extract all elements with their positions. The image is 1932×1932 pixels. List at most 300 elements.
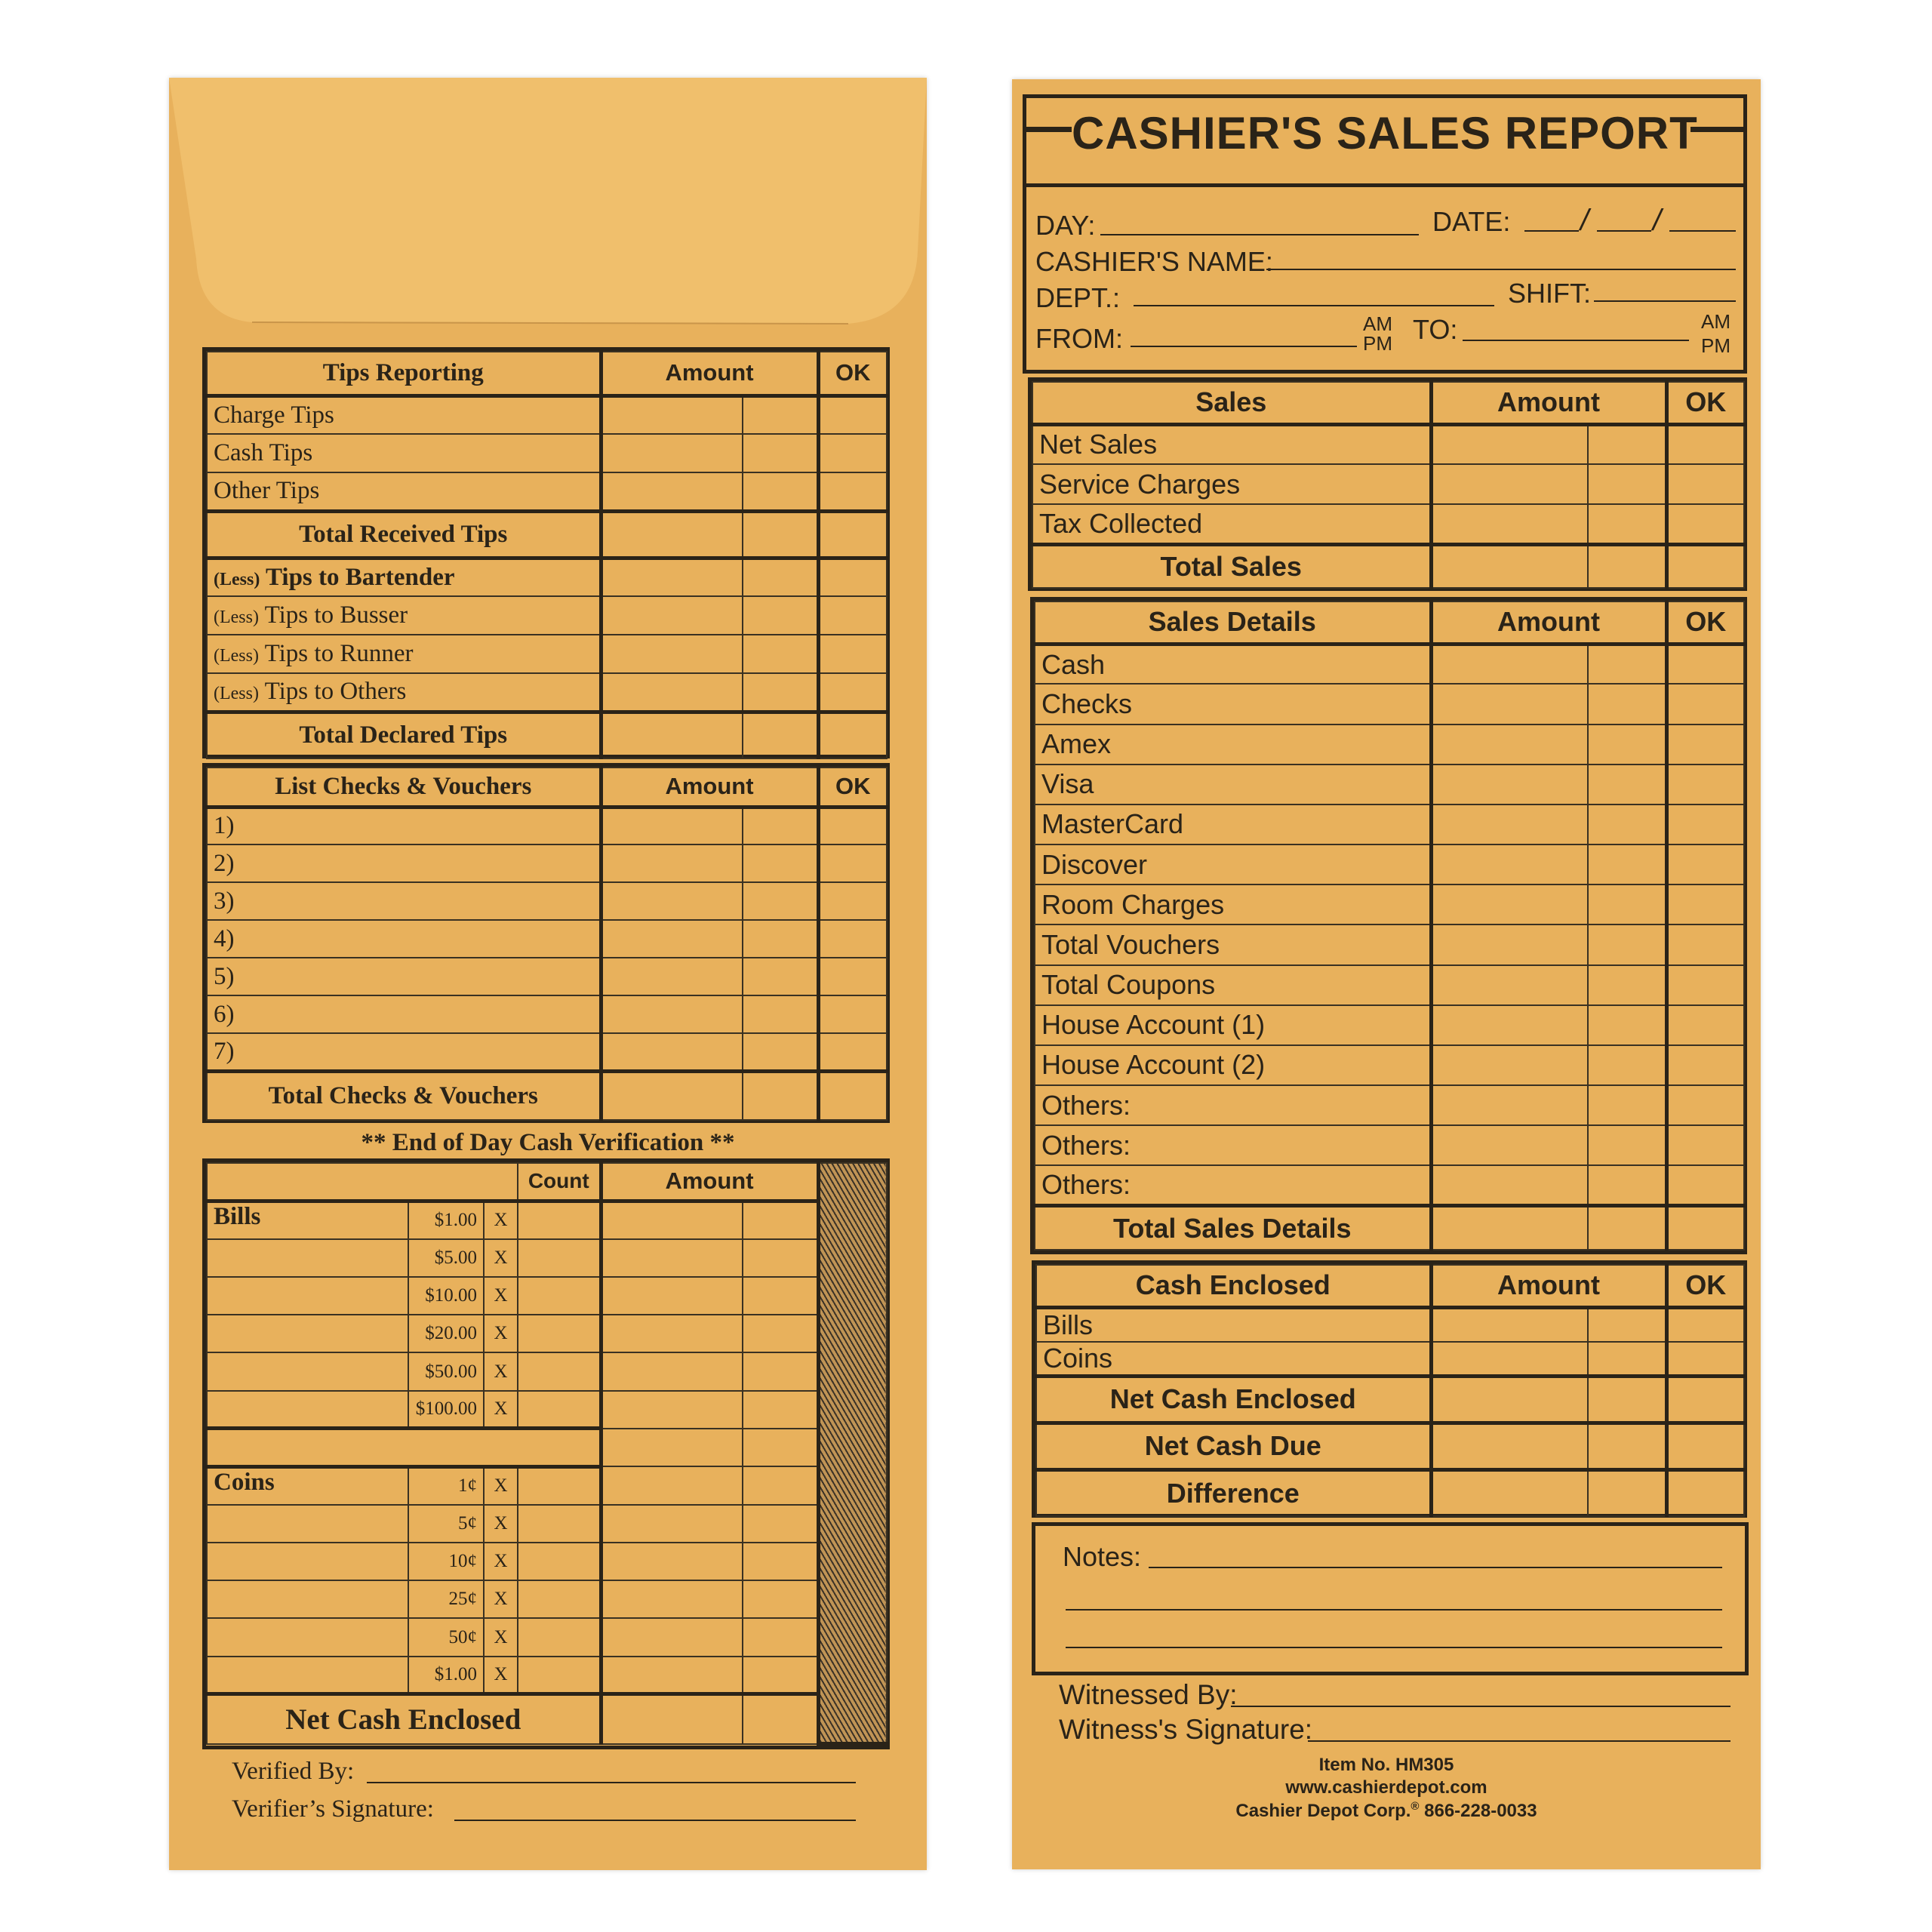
ok-cell[interactable] [1666, 1376, 1744, 1423]
cents-cell[interactable] [743, 596, 818, 635]
amount-cell[interactable] [601, 1277, 743, 1315]
cents-cell[interactable] [743, 558, 818, 596]
count-cell[interactable] [518, 1239, 601, 1277]
amount-cell[interactable] [1431, 764, 1588, 804]
witness-signature-line[interactable] [1308, 1740, 1730, 1742]
cents-cell[interactable] [743, 1429, 818, 1466]
cents-cell[interactable] [743, 1466, 818, 1504]
net-cash-enclosed-label: Net Cash Enclosed [1036, 1376, 1431, 1423]
amount-cell[interactable] [1431, 924, 1588, 964]
cents-cell[interactable] [743, 920, 818, 958]
cents-cell[interactable] [743, 844, 818, 882]
total-received-tips-label: Total Received Tips [207, 511, 601, 558]
report-title: CASHIER'S SALES REPORT [1072, 108, 1698, 158]
day-label: DAY: [1035, 210, 1096, 241]
date-separator: / [1580, 204, 1589, 237]
cents-cell[interactable] [1588, 924, 1666, 964]
sales-detail-label: MasterCard [1035, 804, 1431, 844]
denomination: $5.00 [408, 1239, 484, 1277]
sales-detail-label: Room Charges [1035, 884, 1431, 924]
cents-cell[interactable] [743, 1580, 818, 1618]
cents-cell[interactable] [743, 1277, 818, 1315]
from-ampm [1363, 314, 1392, 353]
cents-cell[interactable] [743, 1071, 818, 1120]
amount-cell[interactable] [601, 1352, 743, 1390]
denomination: 1¢ [408, 1466, 484, 1504]
sales-details-table [1030, 597, 1747, 1254]
ok-cell[interactable] [818, 844, 887, 882]
ok-cell[interactable] [1666, 1045, 1744, 1085]
cents-cell[interactable] [743, 1657, 818, 1694]
sales-detail-label: Others: [1035, 1085, 1431, 1125]
less-tips-label: Tips to Bartender [265, 563, 455, 591]
verified-by-line[interactable] [367, 1782, 856, 1783]
cents-cell[interactable] [743, 958, 818, 995]
cents-cell[interactable] [743, 472, 818, 511]
amount-cell[interactable] [601, 395, 743, 434]
denomination: $1.00 [408, 1657, 484, 1694]
denomination: $20.00 [408, 1315, 484, 1352]
title-rule-left [1026, 127, 1072, 132]
cents-cell[interactable] [743, 1033, 818, 1071]
cents-cell[interactable] [1588, 1085, 1666, 1125]
footer-website[interactable]: www.cashierdepot.com [1285, 1777, 1487, 1798]
cents-cell[interactable] [1588, 1045, 1666, 1085]
less-tips-row [207, 596, 601, 635]
cents-cell[interactable] [743, 673, 818, 712]
amount-cell[interactable] [1431, 1085, 1588, 1125]
ok-cell[interactable] [1666, 1307, 1744, 1342]
shift-label: SHIFT: [1508, 278, 1592, 309]
amount-cell[interactable] [601, 1239, 743, 1277]
amount-cell[interactable] [1431, 464, 1588, 504]
checks-header-ok: OK [818, 768, 887, 807]
amount-cell[interactable] [1431, 804, 1588, 844]
registered-mark: ® [1411, 1800, 1420, 1813]
cents-cell[interactable] [743, 635, 818, 673]
cents-cell[interactable] [1588, 965, 1666, 1005]
check-row-label: 5) [207, 958, 601, 995]
net-cash-due-label: Net Cash Due [1036, 1423, 1431, 1469]
tips-reporting-table [202, 347, 890, 758]
count-cell[interactable] [518, 1505, 601, 1543]
cents-cell[interactable] [743, 807, 818, 844]
multiply-sign: X [484, 1277, 518, 1315]
count-cell[interactable] [518, 1315, 601, 1352]
tips-header-label: Tips Reporting [207, 352, 601, 395]
ok-cell[interactable] [1666, 764, 1744, 804]
amount-cell[interactable] [601, 844, 743, 882]
to-ampm [1701, 309, 1730, 358]
multiply-sign: X [484, 1391, 518, 1429]
amount-cell[interactable] [1431, 965, 1588, 1005]
cash-enclosed-row-label: Coins [1036, 1342, 1431, 1377]
amount-cell[interactable] [601, 1543, 743, 1580]
ok-cell[interactable] [1666, 464, 1744, 504]
check-row-label: 2) [207, 844, 601, 882]
amount-cell[interactable] [601, 673, 743, 712]
cents-cell[interactable] [743, 1543, 818, 1580]
cents-cell[interactable] [743, 1239, 818, 1277]
sales-detail-label: Checks [1035, 684, 1431, 724]
amount-cell[interactable] [1431, 644, 1588, 684]
cents-cell[interactable] [743, 1352, 818, 1390]
ok-cell[interactable] [818, 807, 887, 844]
amount-cell[interactable] [1431, 544, 1588, 588]
cents-cell[interactable] [1588, 684, 1666, 724]
ok-cell[interactable] [818, 635, 887, 673]
ok-cell[interactable] [1666, 1125, 1744, 1165]
denomination: $50.00 [408, 1352, 484, 1390]
hatched-column [818, 1163, 887, 1744]
cents-cell[interactable] [1588, 1307, 1666, 1342]
amount-cell[interactable] [1431, 424, 1588, 464]
cents-cell[interactable] [743, 882, 818, 920]
ok-cell[interactable] [818, 673, 887, 712]
ok-cell[interactable] [1666, 965, 1744, 1005]
cents-cell[interactable] [1588, 1165, 1666, 1205]
multiply-sign: X [484, 1580, 518, 1618]
amount-cell[interactable] [1431, 504, 1588, 544]
amount-cell[interactable] [1431, 1469, 1588, 1516]
checks-header-label: List Checks & Vouchers [207, 768, 601, 807]
amount-header: Amount [601, 1163, 818, 1201]
amount-cell[interactable] [1431, 1125, 1588, 1165]
ok-cell[interactable] [1666, 1206, 1744, 1250]
tips-row-label: Charge Tips [207, 395, 601, 434]
sales-detail-label: Others: [1035, 1165, 1431, 1205]
sales-row-label: Service Charges [1032, 464, 1431, 504]
check-row-label: 3) [207, 882, 601, 920]
denomination: $100.00 [408, 1391, 484, 1429]
denomination: 10¢ [408, 1543, 484, 1580]
count-cell[interactable] [518, 1466, 601, 1504]
cents-cell[interactable] [1588, 1469, 1666, 1516]
day-line[interactable] [1100, 234, 1419, 235]
cents-cell[interactable] [743, 1505, 818, 1543]
amount-cell[interactable] [601, 995, 743, 1033]
less-tips-label: Tips to Others [264, 678, 407, 706]
notes-line-1[interactable] [1149, 1567, 1722, 1568]
amount-cell[interactable] [601, 434, 743, 472]
cents-cell[interactable] [743, 995, 818, 1033]
difference-label: Difference [1036, 1469, 1431, 1516]
sales-table [1028, 377, 1747, 591]
cents-cell[interactable] [1588, 1005, 1666, 1045]
ok-cell[interactable] [1666, 504, 1744, 544]
ok-cell[interactable] [818, 1071, 887, 1120]
less-prefix: (Less) [214, 684, 259, 704]
ok-cell[interactable] [1666, 724, 1744, 764]
ok-cell[interactable] [1666, 1469, 1744, 1516]
cents-cell[interactable] [743, 1391, 818, 1429]
cents-cell[interactable] [1588, 1125, 1666, 1165]
cents-cell[interactable] [743, 511, 818, 558]
amount-cell[interactable] [601, 958, 743, 995]
cents-cell[interactable] [743, 1618, 818, 1656]
cents-cell[interactable] [1588, 844, 1666, 884]
sales-detail-label: House Account (2) [1035, 1045, 1431, 1085]
ok-cell[interactable] [1666, 544, 1744, 588]
sales-header-amount: Amount [1431, 382, 1666, 424]
sales-details-header-amount: Amount [1431, 601, 1666, 644]
cash-verification-title: ** End of Day Cash Verification ** [361, 1129, 735, 1156]
multiply-sign: X [484, 1352, 518, 1390]
multiply-sign: X [484, 1239, 518, 1277]
ok-cell[interactable] [1666, 684, 1744, 724]
envelope-flap [169, 78, 927, 327]
sales-detail-label: Visa [1035, 764, 1431, 804]
cents-cell[interactable] [743, 1315, 818, 1352]
cents-cell[interactable] [743, 395, 818, 434]
cash-enclosed-header-ok: OK [1666, 1265, 1744, 1307]
ok-cell[interactable] [1666, 1085, 1744, 1125]
count-cell[interactable] [518, 1618, 601, 1656]
amount-cell[interactable] [601, 635, 743, 673]
amount-cell[interactable] [1431, 1165, 1588, 1205]
amount-cell[interactable] [1431, 1342, 1588, 1377]
amount-cell[interactable] [601, 1694, 743, 1744]
notes-line-2[interactable] [1066, 1609, 1722, 1611]
amount-cell[interactable] [601, 807, 743, 844]
amount-cell[interactable] [601, 472, 743, 511]
cents-cell[interactable] [743, 434, 818, 472]
footer-phone: 866-228-0033 [1424, 1801, 1537, 1821]
shift-line[interactable] [1594, 300, 1736, 302]
cents-cell[interactable] [1588, 724, 1666, 764]
amount-cell[interactable] [1431, 1206, 1588, 1250]
multiply-sign: X [484, 1201, 518, 1238]
dept-line[interactable] [1134, 305, 1494, 306]
amount-cell[interactable] [1431, 884, 1588, 924]
less-prefix: (Less) [214, 569, 260, 589]
ok-cell[interactable] [1666, 1342, 1744, 1377]
total-sales-details-label: Total Sales Details [1035, 1206, 1431, 1250]
amount-cell[interactable] [601, 712, 743, 758]
amount-cell[interactable] [1431, 1005, 1588, 1045]
sales-details-header-label: Sales Details [1035, 601, 1431, 644]
multiply-sign: X [484, 1618, 518, 1656]
cents-cell[interactable] [743, 712, 818, 758]
sales-detail-label: Total Coupons [1035, 965, 1431, 1005]
witnessed-by-label: Witnessed By: [1059, 1679, 1238, 1710]
bills-label: Bills [207, 1201, 408, 1238]
date-separator: / [1653, 204, 1662, 237]
amount-cell[interactable] [601, 1580, 743, 1618]
multiply-sign: X [484, 1657, 518, 1694]
count-cell[interactable] [518, 1201, 601, 1238]
total-checks-label: Total Checks & Vouchers [207, 1071, 601, 1120]
date-month-line[interactable] [1524, 230, 1579, 232]
notes-line-3[interactable] [1066, 1647, 1722, 1648]
ok-cell[interactable] [818, 472, 887, 511]
cents-cell[interactable] [1588, 504, 1666, 544]
less-prefix: (Less) [214, 646, 259, 666]
amount-cell[interactable] [601, 558, 743, 596]
ok-cell[interactable] [818, 920, 887, 958]
amount-cell[interactable] [601, 1201, 743, 1238]
amount-cell[interactable] [601, 596, 743, 635]
count-cell[interactable] [518, 1657, 601, 1694]
amount-cell[interactable] [601, 1429, 743, 1466]
ok-cell[interactable] [818, 511, 887, 558]
multiply-sign: X [484, 1505, 518, 1543]
amount-cell[interactable] [601, 1315, 743, 1352]
cashiers-sales-report [1012, 79, 1761, 1869]
amount-cell[interactable] [1431, 1307, 1588, 1342]
cents-cell[interactable] [1588, 1423, 1666, 1469]
witnessed-by-line[interactable] [1231, 1706, 1730, 1707]
amount-cell[interactable] [601, 1033, 743, 1071]
ok-cell[interactable] [818, 434, 887, 472]
to-label: TO: [1413, 314, 1458, 345]
checks-vouchers-table [202, 763, 890, 1123]
cash-enclosed-header-amount: Amount [1431, 1265, 1666, 1307]
sales-row-label: Net Sales [1032, 424, 1431, 464]
footer-item-number: Item No. HM305 [1318, 1755, 1454, 1775]
tips-row-label: Other Tips [207, 472, 601, 511]
cents-cell[interactable] [1588, 1342, 1666, 1377]
cents-cell[interactable] [1588, 1376, 1666, 1423]
verifier-signature-label: Verifier’s Signature: [232, 1795, 434, 1823]
denomination: $10.00 [408, 1277, 484, 1315]
multiply-sign: X [484, 1315, 518, 1352]
pm-text: PM [1701, 334, 1730, 357]
am-text: AM [1363, 312, 1392, 335]
cents-cell[interactable] [1588, 764, 1666, 804]
ok-cell[interactable] [818, 395, 887, 434]
dept-label: DEPT.: [1035, 282, 1121, 313]
ok-cell[interactable] [1666, 1165, 1744, 1205]
multiply-sign: X [484, 1466, 518, 1504]
ok-cell[interactable] [1666, 1005, 1744, 1045]
amount-cell[interactable] [601, 1071, 743, 1120]
count-cell[interactable] [518, 1580, 601, 1618]
amount-cell[interactable] [1431, 1423, 1588, 1469]
sales-detail-label: Cash [1035, 644, 1431, 684]
cash-verification-table [202, 1158, 890, 1749]
footer-company-line [1012, 1800, 1761, 1822]
less-prefix: (Less) [214, 608, 259, 627]
multiply-sign: X [484, 1543, 518, 1580]
ok-cell[interactable] [1666, 924, 1744, 964]
cash-envelope-back [169, 78, 927, 1870]
ok-cell[interactable] [818, 958, 887, 995]
ok-cell[interactable] [1666, 644, 1744, 684]
from-line[interactable] [1131, 346, 1357, 347]
sales-details-header-ok: OK [1666, 601, 1744, 644]
count-header: Count [518, 1163, 601, 1201]
denomination: 25¢ [408, 1580, 484, 1618]
check-row-label: 7) [207, 1033, 601, 1071]
to-line[interactable] [1463, 340, 1689, 341]
footer-company: Cashier Depot Corp. [1235, 1801, 1411, 1821]
notes-label: Notes: [1063, 1541, 1142, 1572]
ok-cell[interactable] [818, 558, 887, 596]
less-tips-label: Tips to Busser [264, 601, 408, 629]
am-text: AM [1701, 310, 1730, 333]
cents-cell[interactable] [1588, 544, 1666, 588]
tips-header-ok: OK [818, 352, 887, 395]
amount-cell[interactable] [1431, 844, 1588, 884]
blank-header-cell [207, 1163, 518, 1201]
ok-cell[interactable] [818, 1033, 887, 1071]
amount-cell[interactable] [601, 1391, 743, 1429]
cashier-name-line[interactable] [1266, 269, 1736, 270]
count-cell[interactable] [518, 1277, 601, 1315]
amount-cell[interactable] [1431, 1376, 1588, 1423]
amount-cell[interactable] [1431, 684, 1588, 724]
verifier-signature-line[interactable] [454, 1820, 856, 1821]
from-label: FROM: [1035, 323, 1123, 354]
amount-cell[interactable] [601, 920, 743, 958]
cents-cell[interactable] [1588, 464, 1666, 504]
amount-cell[interactable] [601, 882, 743, 920]
tips-header-amount: Amount [601, 352, 818, 395]
cashier-name-label: CASHIER'S NAME: [1035, 246, 1273, 277]
cents-cell[interactable] [743, 1694, 818, 1744]
date-day-line[interactable] [1597, 230, 1651, 232]
amount-cell[interactable] [601, 1505, 743, 1543]
count-cell[interactable] [518, 1352, 601, 1390]
amount-cell[interactable] [601, 1657, 743, 1694]
cents-cell[interactable] [1588, 644, 1666, 684]
count-cell[interactable] [518, 1543, 601, 1580]
total-declared-tips-label: Total Declared Tips [207, 712, 601, 758]
cash-enclosed-header-label: Cash Enclosed [1036, 1265, 1431, 1307]
cents-cell[interactable] [1588, 884, 1666, 924]
sales-detail-label: Others: [1035, 1125, 1431, 1165]
amount-cell[interactable] [601, 1466, 743, 1504]
coins-label: Coins [207, 1466, 408, 1504]
cents-cell[interactable] [743, 1201, 818, 1238]
ok-cell[interactable] [1666, 804, 1744, 844]
ok-cell[interactable] [818, 596, 887, 635]
date-year-line[interactable] [1669, 230, 1736, 232]
ok-cell[interactable] [818, 995, 887, 1033]
cents-cell[interactable] [1588, 424, 1666, 464]
amount-cell[interactable] [601, 1618, 743, 1656]
date-label: DATE: [1432, 206, 1511, 237]
ok-cell[interactable] [818, 712, 887, 758]
notes-box [1032, 1522, 1749, 1675]
amount-cell[interactable] [601, 511, 743, 558]
ok-cell[interactable] [1666, 844, 1744, 884]
sales-detail-label: Discover [1035, 844, 1431, 884]
verified-by-label: Verified By: [232, 1758, 355, 1785]
ok-cell[interactable] [818, 882, 887, 920]
cents-cell[interactable] [1588, 1206, 1666, 1250]
cents-cell[interactable] [1588, 804, 1666, 844]
ok-cell[interactable] [1666, 884, 1744, 924]
title-rule-right [1690, 127, 1743, 132]
count-cell[interactable] [518, 1391, 601, 1429]
check-row-label: 1) [207, 807, 601, 844]
sales-header-ok: OK [1666, 382, 1744, 424]
cash-enclosed-row-label: Bills [1036, 1307, 1431, 1342]
ok-cell[interactable] [1666, 424, 1744, 464]
sales-detail-label: House Account (1) [1035, 1005, 1431, 1045]
sales-row-label: Tax Collected [1032, 504, 1431, 544]
amount-cell[interactable] [1431, 724, 1588, 764]
title-divider [1026, 183, 1743, 187]
ok-cell[interactable] [1666, 1423, 1744, 1469]
check-row-label: 4) [207, 920, 601, 958]
cash-enclosed-table [1032, 1260, 1747, 1518]
amount-cell[interactable] [1431, 1045, 1588, 1085]
less-tips-label: Tips to Runner [264, 640, 414, 667]
less-tips-row [207, 635, 601, 673]
